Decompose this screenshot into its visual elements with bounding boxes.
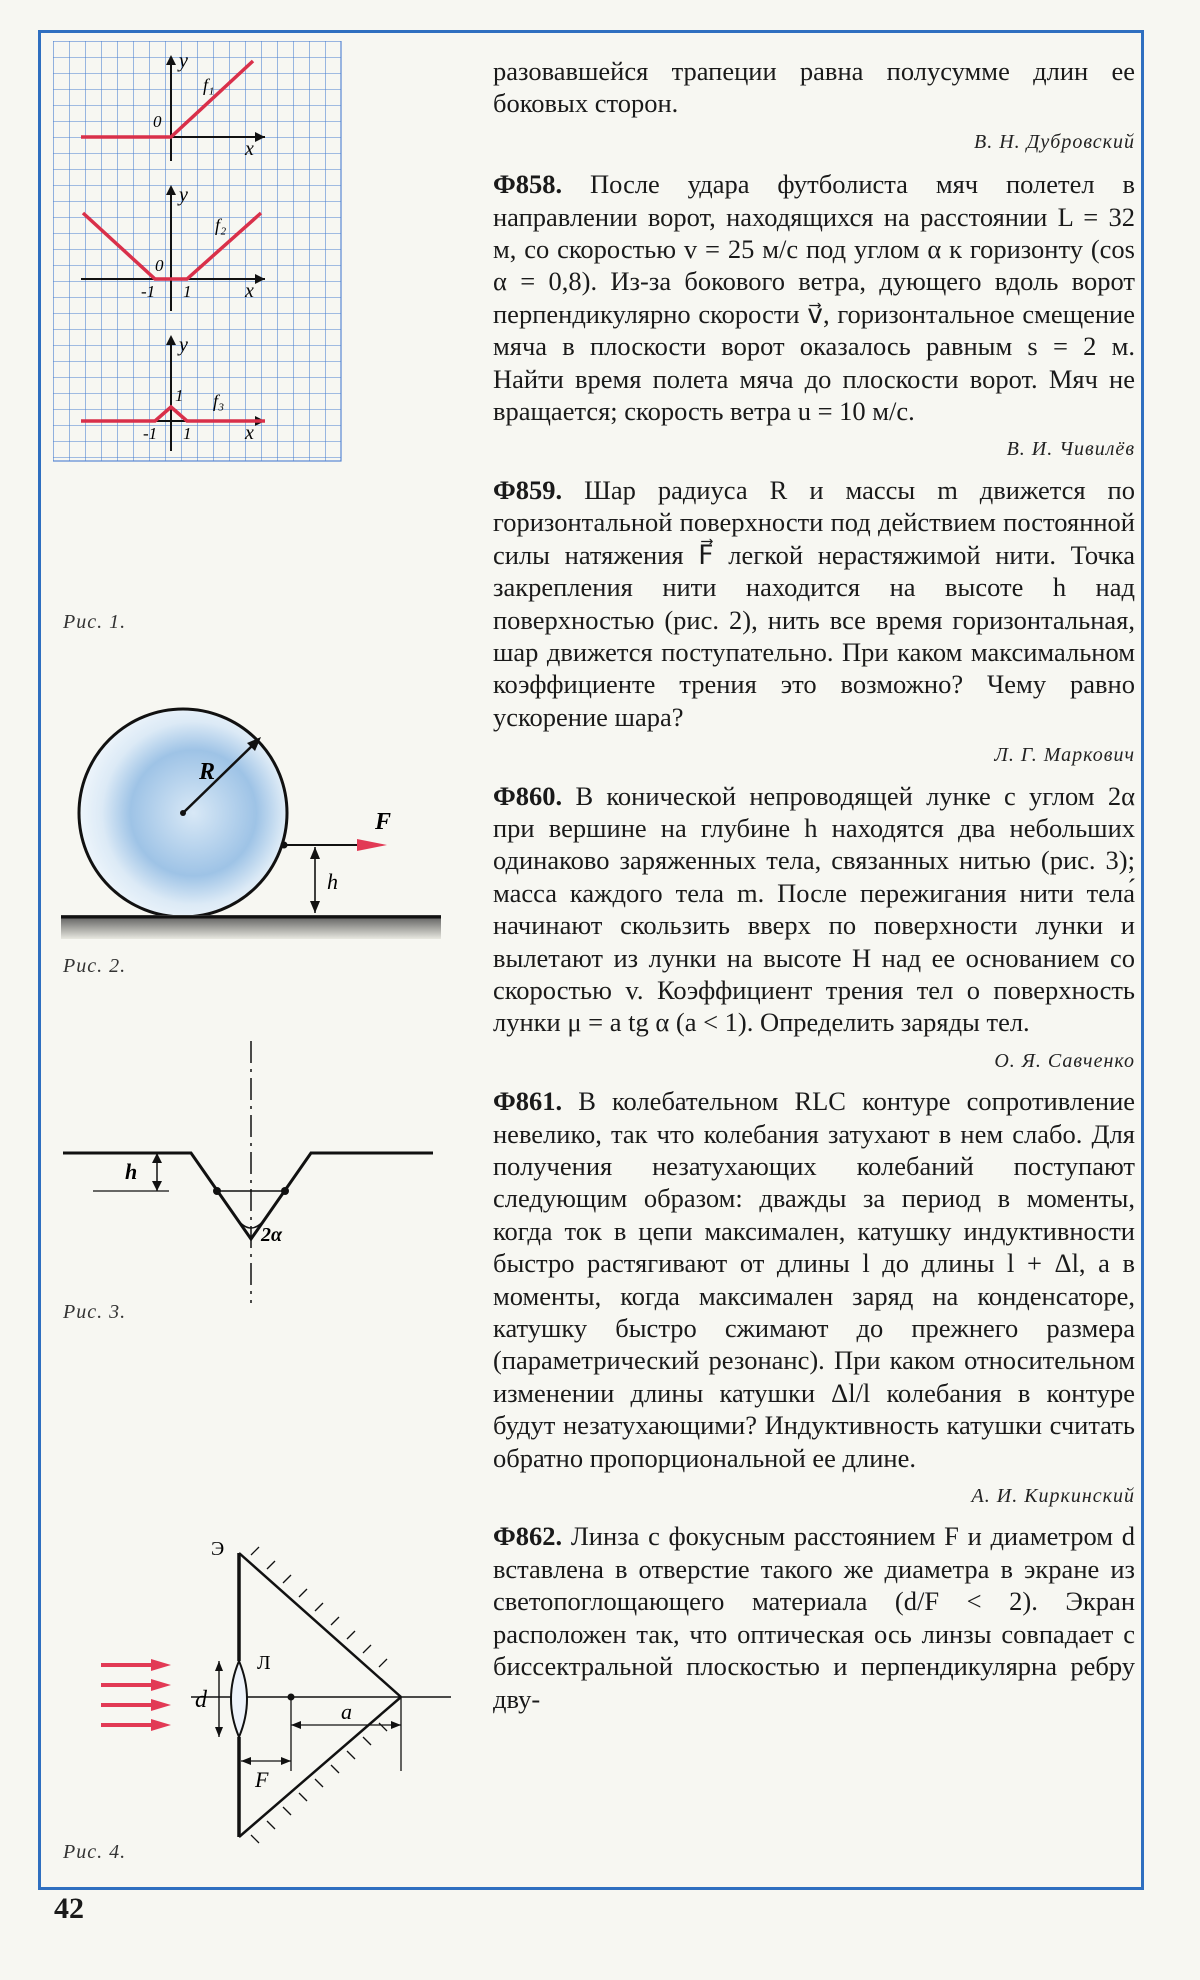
graph3-pos1-label: 1 bbox=[183, 424, 192, 443]
figure-3-cone bbox=[57, 1041, 457, 1311]
fig3-h-label: h bbox=[125, 1159, 138, 1184]
graph2-neg1-label: -1 bbox=[141, 282, 156, 301]
fig2-F-label: F bbox=[375, 809, 392, 835]
intro-paragraph: разовавшейся трапеции равна полусумме длин ее боковых сторон. bbox=[493, 56, 1135, 119]
figure-4-lens bbox=[91, 1525, 461, 1865]
problem-859-body: Шар радиуса R и массы m движется по горизонтальной поверхности под действием постоянной силы натяжения F⃗ легкой нерастяжимой нити. Точка закрепления нити находится на высоте h над поверхностью (рис. 2), нить все время горизонтальная, шар движется поступательно. При каком максимальном коэффициенте трения это возможно? Чему равно ускорение шара? bbox=[493, 474, 1135, 732]
fig4-lens-label: Л bbox=[257, 1652, 271, 1674]
fig2-h-label: h bbox=[327, 869, 338, 894]
problem-860 bbox=[493, 780, 1135, 1039]
graph3-y-label: y bbox=[179, 334, 188, 356]
fig4-screen-label: Э bbox=[211, 1538, 225, 1560]
graph3-one-label: 1 bbox=[175, 386, 184, 405]
problem-858 bbox=[493, 168, 1135, 427]
fig3-angle-label: 2α bbox=[261, 1224, 283, 1246]
graph2-pos1-label: 1 bbox=[183, 282, 192, 301]
incoming-rays bbox=[101, 1659, 171, 1731]
problem-859 bbox=[493, 474, 1135, 733]
problem-861-id: Ф861. bbox=[493, 1086, 563, 1117]
graph1-y-label: y bbox=[179, 50, 188, 72]
problem-861-body: В колебательном RLC контуре сопротивление невелико, так что колебания затухают в нем слабо. Для получения незатухающих колебаний поступают следующим образом: дважды за период в моменты, когда ток в цепи максимален, катушку индуктивности быстро растягивают от длины l до длины l + Δl, а в моменты, когда максимален заряд на конденсаторе, катушку быстро сжимают до прежнего размера (параметрический резонанс). При каком относительном изменении длины катушки Δl/l колебания в контуре будут незатухающими? Индуктивность катушки считать обратно пропорциональной ее длине. bbox=[493, 1086, 1136, 1473]
page-number: 42 bbox=[54, 1892, 84, 1925]
figure-3-caption: Рис. 3. bbox=[63, 1301, 127, 1323]
problem-862-body: Линза с фокусным расстоянием F и диаметром d вставлена в отверстие такого же диаметра в экране из светопоглощающего материала (d/F < 2). Экран расположен так, что оптическая ось линзы совпадает с биссектральной плоскостью и перпендикулярна ребру дву- bbox=[493, 1521, 1135, 1714]
graph3-neg1-label: -1 bbox=[143, 424, 158, 443]
problem-861-author: А. И. Киркинский bbox=[971, 1485, 1135, 1508]
figure-1-graphs bbox=[53, 41, 353, 471]
graph3-x-label: x bbox=[245, 422, 254, 444]
graph2-origin-label: 0 bbox=[155, 256, 164, 275]
fig2-R-label: R bbox=[199, 759, 216, 785]
fig4-F-label: F bbox=[255, 1767, 269, 1792]
figure-2-ball bbox=[57, 705, 457, 955]
graph2-function-label: f₂ bbox=[215, 215, 227, 235]
figure-2-caption: Рис. 2. bbox=[63, 955, 127, 977]
fig4-d-label: d bbox=[195, 1687, 207, 1713]
problem-862 bbox=[493, 1520, 1135, 1714]
problem-862-id: Ф862. bbox=[493, 1521, 563, 1552]
problem-859-id: Ф859. bbox=[493, 474, 563, 505]
problem-861 bbox=[493, 1085, 1135, 1474]
problem-858-id: Ф858. bbox=[493, 169, 563, 200]
intro-author: В. Н. Дубровский bbox=[974, 130, 1135, 153]
graph3-function-label: f₃ bbox=[213, 391, 225, 411]
figures-column bbox=[41, 33, 481, 1887]
problem-858-author: В. И. Чивилёв bbox=[1006, 438, 1135, 461]
graph2-y-label: y bbox=[179, 184, 188, 206]
problem-859-author: Л. Г. Маркович bbox=[994, 744, 1135, 767]
graph1-origin-label: 0 bbox=[153, 112, 162, 131]
problem-860-id: Ф860. bbox=[493, 780, 563, 811]
fig4-a-label: a bbox=[341, 1699, 352, 1724]
problems-text-column bbox=[493, 55, 1135, 1715]
figure-1-caption: Рис. 1. bbox=[63, 611, 127, 633]
page-frame bbox=[38, 30, 1144, 1890]
graph1-x-label: x bbox=[245, 138, 254, 160]
graph2-x-label: x bbox=[245, 280, 254, 302]
figure-4-caption: Рис. 4. bbox=[63, 1841, 127, 1863]
problem-858-body: После удара футболиста мяч полетел в направлении ворот, находящихся на расстоянии L = 32 м, со скоростью v = 25 м/с под углом α к горизонту (cos α = 0,8). Из-за бокового ветра, дующего вдоль ворот перпендикулярно скорости v⃗, горизонтальное смещение мяча в плоскости ворот оказалось равным s = 2 м. Найти время полета мяча до плоскости ворот. Мяч не вращается; скорость ветра u = 10 м/с. bbox=[493, 169, 1135, 427]
problem-860-body: В конической непроводящей лунке с углом 2α при вершине на глубине h находятся два небольших одинаково заряженных тела, связанных нитью (рис. 3); масса каждого тела m. После пережигания нити тела́ начинают скользить вверх по поверхности лунки и вылетают из лунки на высоте H над ее основанием со скоростью v. Коэффициент трения тел о поверхность лунки μ = a tg α (a < 1). Определить заряды тел. bbox=[493, 780, 1136, 1038]
problem-860-author: О. Я. Савченко bbox=[994, 1049, 1135, 1072]
graph1-function-label: f₁ bbox=[203, 75, 215, 95]
